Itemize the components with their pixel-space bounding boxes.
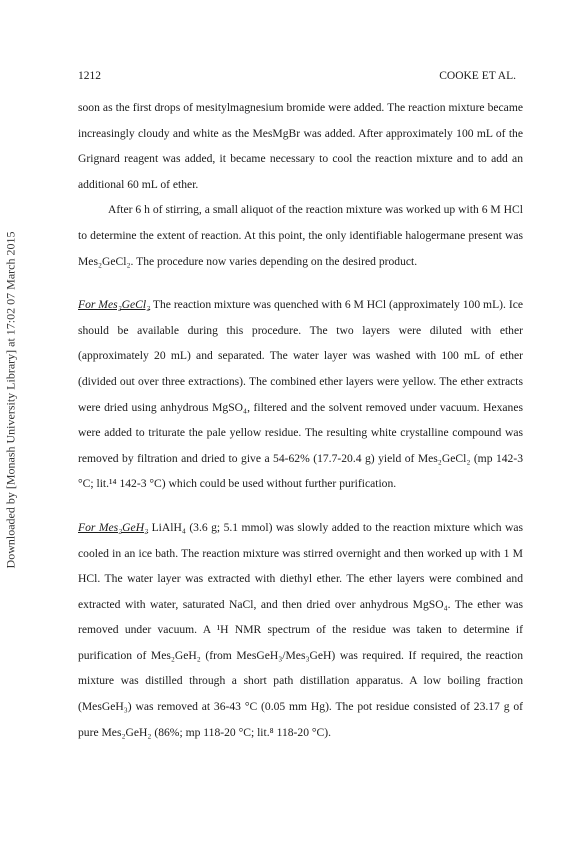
page-header: [78, 70, 516, 82]
paragraph-4: [78, 515, 523, 745]
paragraph-1: soon as the first drops of mesitylmagnesium bromide were added. The reaction mixture became increasingly cloudy and white as the MesMgBr was added. After approximately 100 mL of the Grignard reagent was added, it became necessary to cool the reaction mixture and to add an additional 60 mL of ether.: [78, 101, 523, 191]
running-title: COOKE ET AL.: [439, 70, 516, 82]
download-stamp-text: Downloaded by [Monash University Library] at 17:02 07 March 2015: [3, 231, 18, 569]
download-stamp: [4, 140, 18, 660]
page-number: 1212: [78, 70, 101, 82]
paragraph-2: After 6 h of stirring, a small aliquot of the reaction mixture was worked up with 6 M HCl to determine the extent of reaction. At this point, the only identifiable halogermane present was Mes₂GeCl₂. The procedure now varies depending on the desired product.: [78, 203, 523, 268]
paragraph-3-text: The reaction mixture was quenched with 6 M HCl (approximately 100 mL). Ice should be available during this procedure. The two layers were diluted with ether (approximately 20 mL) and separated. The water layer was washed with 100 mL of ether (divided out over three extractions). The combined ether layers were yellow. The ether extracts were dried using anhydrous MgSO₄, filtered and the solvent removed under vacuum. Hexanes were added to triturate the pale yellow residue. The resulting white crystalline compound was removed by filtration and dried to give a 54-62% (17.7-20.4 g) yield of Mes₂GeCl₂ (mp 142-3 °C; lit.¹⁴ 142-3 °C) which could be used without further purification.: [78, 298, 523, 491]
section-heading-mes2geh2: For Mes₂GeH₂: [78, 520, 149, 534]
paragraph-3: [78, 292, 523, 497]
article-body: [78, 95, 523, 745]
section-heading-mes2gecl2: For Mes₂GeCl₂: [78, 298, 151, 312]
paragraph-4-text: LiAlH₄ (3.6 g; 5.1 mmol) was slowly added to the reaction mixture which was cooled in an ice bath. The reaction mixture was stirred overnight and then worked up with 1 M HCl. The water layer was extracted with diethyl ether. The ether layers were combined and extracted with water, saturated NaCl, and then dried over anhydrous MgSO₄. The ether was removed under vacuum. A ¹H NMR spectrum of the residue was taken to determine if purification of Mes₂GeH₂ (from MesGeH₃/Mes₃GeH) was required. If required, the reaction mixture was distilled through a short path distillation apparatus. A low boiling fraction (MesGeH₃) was removed at 36-43 °C (0.05 mm Hg). The pot residue consisted of 23.17 g of pure Mes₂GeH₂ (86%; mp 118-20 °C; lit.⁸ 118-20 °C).: [78, 520, 524, 739]
